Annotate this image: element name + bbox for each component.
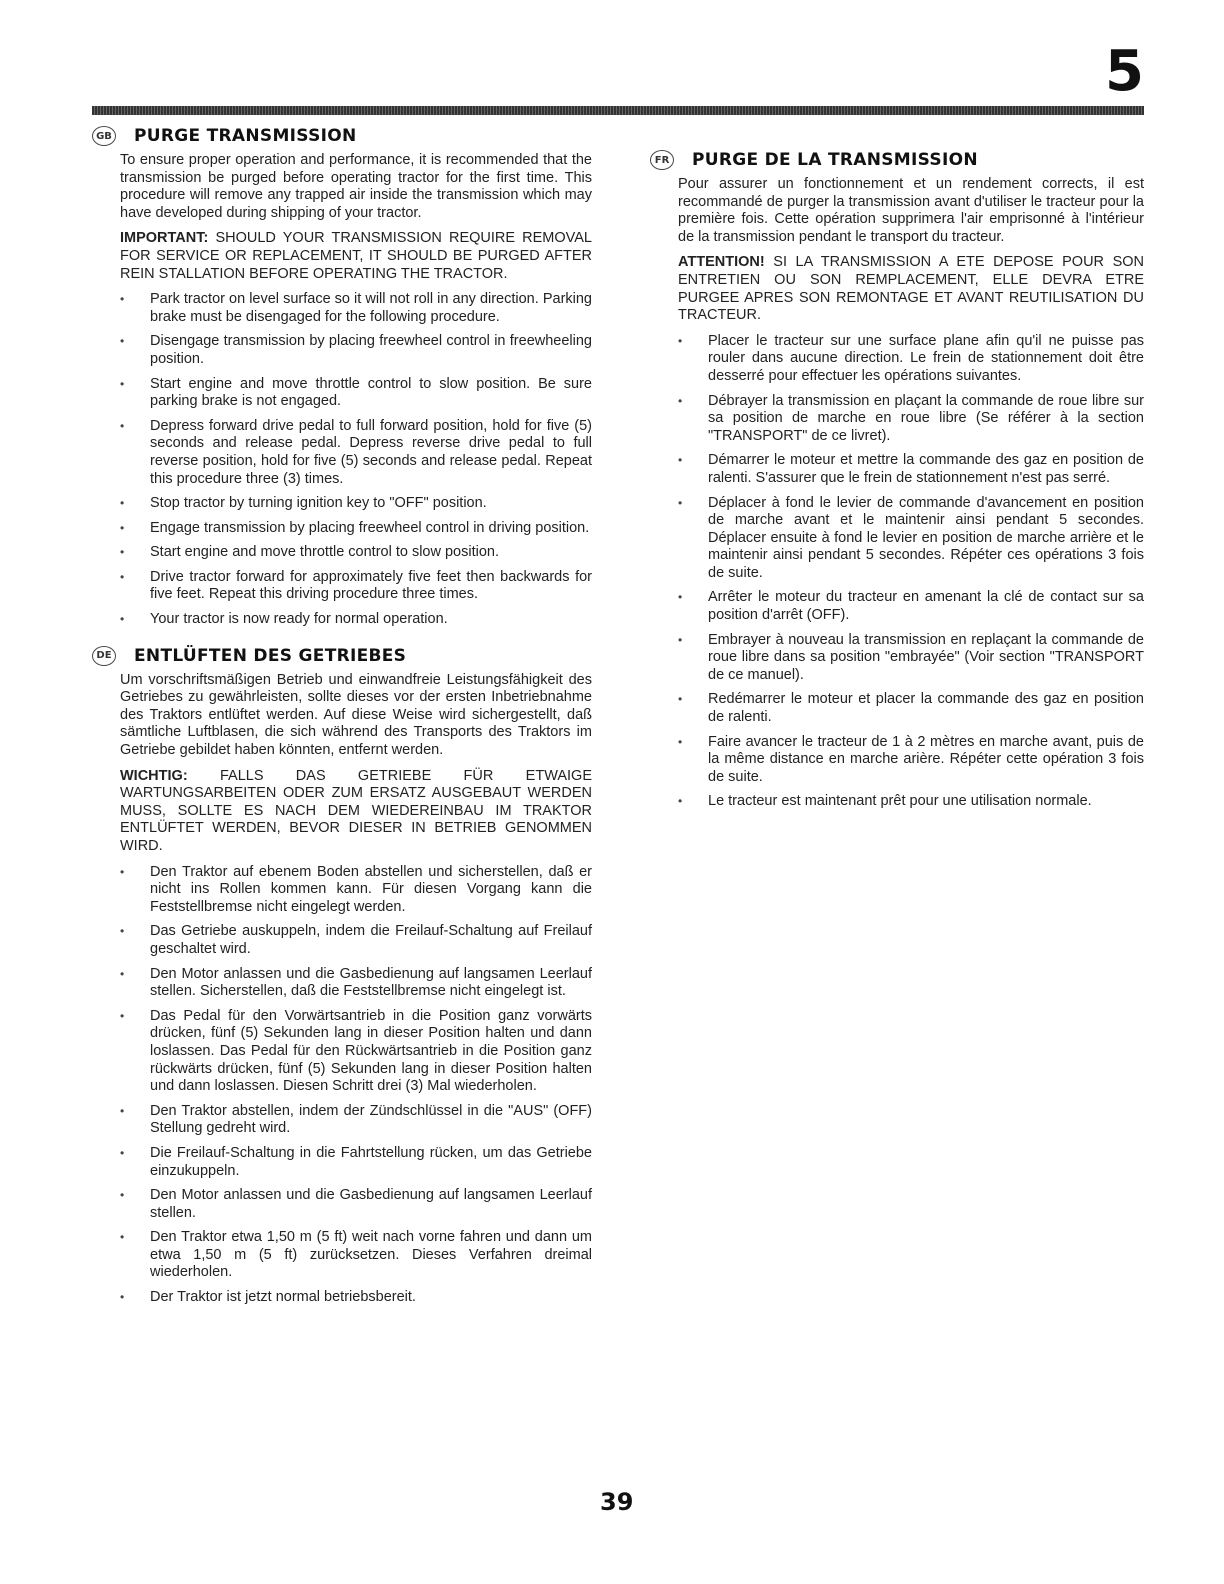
step-text: Disengage transmission by placing freewheel control in freewheeling position. bbox=[150, 333, 592, 367]
section-title-fr: PURGE DE LA TRANSMISSION bbox=[692, 150, 978, 170]
list-item bbox=[678, 393, 1144, 446]
bullet-icon: • bbox=[678, 333, 683, 348]
step-text: Start engine and move throttle control to slow position. bbox=[150, 544, 499, 561]
step-text: Den Motor anlassen und die Gasbedienung auf langsamen Leerlauf stellen. Sicherstellen, daß die Feststellbremse nicht eingelegt ist. bbox=[150, 965, 592, 1000]
bullet-icon: • bbox=[120, 292, 125, 307]
section-body-de bbox=[120, 672, 592, 1307]
list-item bbox=[120, 1008, 592, 1096]
step-list-gb bbox=[120, 291, 592, 629]
page-number: 39 bbox=[600, 1488, 634, 1516]
step-text: Den Traktor auf ebenem Boden abstellen und sicherstellen, daß er nicht ins Rollen kommen kann. Für diesen Vorgang kann die Feststellbremse nicht eingelegt werden. bbox=[150, 863, 592, 915]
left-column bbox=[92, 126, 592, 1314]
bullet-icon: • bbox=[120, 1145, 125, 1160]
bullet-icon: • bbox=[678, 794, 683, 809]
step-text: Depress forward drive pedal to full forward position, hold for five (5) seconds and release pedal. Depress reverse drive pedal to full reverse position, hold for five (5) seconds and release pedal. Repeat this procedure three (3) times. bbox=[150, 417, 592, 487]
list-item bbox=[120, 418, 592, 488]
language-badge-de: DE bbox=[92, 646, 116, 666]
important-label-de: WICHTIG: bbox=[120, 767, 188, 784]
bullet-icon: • bbox=[120, 520, 125, 535]
bullet-icon: • bbox=[678, 692, 683, 707]
intro-paragraph-fr: Pour assurer un fonctionnement et un rendement corrects, il est recommandé de purger la transmission avant d'utiliser le tracteur pour la première fois. Cette opération supprimera l'air emprisonné à l'intérieur de la transmission pendant le transport du tracteur. bbox=[678, 176, 1144, 245]
important-label-fr: ATTENTION! bbox=[678, 254, 765, 271]
list-item bbox=[120, 1145, 592, 1180]
bullet-icon: • bbox=[678, 453, 683, 468]
bullet-icon: • bbox=[120, 612, 125, 627]
step-text: Den Traktor abstellen, indem der Zündschlüssel in die "AUS" (OFF) Stellung gedreht wird. bbox=[150, 1102, 592, 1137]
step-text: Park tractor on level surface so it will not roll in any direction. Parking brake must be disengaged for the following procedure. bbox=[150, 291, 592, 325]
list-item bbox=[678, 333, 1144, 386]
list-item bbox=[120, 1103, 592, 1138]
section-de bbox=[92, 646, 592, 1307]
bullet-icon: • bbox=[120, 1008, 125, 1023]
list-item bbox=[678, 589, 1144, 624]
list-item bbox=[678, 495, 1144, 583]
step-text: Le tracteur est maintenant prêt pour une utilisation normale. bbox=[708, 793, 1092, 810]
step-text: Engage transmission by placing freewheel control in driving position. bbox=[150, 519, 590, 536]
bullet-icon: • bbox=[120, 1103, 125, 1118]
section-header-de bbox=[92, 646, 592, 666]
bullet-icon: • bbox=[120, 496, 125, 511]
step-text: Der Traktor ist jetzt normal betriebsbereit. bbox=[150, 1289, 416, 1306]
step-text: Das Pedal für den Vorwärtsantrieb in die Position ganz vorwärts drücken, fünf (5) Sekunden lang in dieser Position halten und dann loslassen. Das Pedal für den Rückwärtsantrieb in die Position ganz rückwärts drücken, fünf (5) Sekunden lang in dieser Position halten und dann loslassen. Diesen Schritt drei (3) Mal wiederholen. bbox=[150, 1007, 592, 1095]
step-text: Den Traktor etwa 1,50 m (5 ft) weit nach vorne fahren und dann um etwa 1,50 m (5 ft) zurücksetzen. Dieses Verfahren dreimal wiederholen. bbox=[150, 1229, 592, 1281]
language-badge-gb: GB bbox=[92, 126, 116, 146]
step-text: Das Getriebe auskuppeln, indem die Freilauf-Schaltung auf Freilauf geschaltet wird. bbox=[150, 923, 592, 957]
bullet-icon: • bbox=[678, 495, 683, 510]
list-item bbox=[678, 632, 1144, 685]
list-item bbox=[120, 1229, 592, 1282]
list-item bbox=[678, 452, 1144, 487]
step-text: Embrayer à nouveau la transmission en replaçant la commande de roue libre dans sa position "embrayée" (Voir section "TRANSPORT de ce manuel). bbox=[708, 631, 1144, 683]
step-text: Redémarrer le moteur et placer la commande des gaz en position de ralenti. bbox=[708, 691, 1144, 726]
step-text: Drive tractor forward for approximately five feet then backwards for five feet. Repeat this driving procedure three times. bbox=[150, 568, 592, 603]
important-text-fr: SI LA TRANSMISSION A ETE DEPOSE POUR SON ENTRETIEN OU SON REMPLACEMENT, ELLE DEVRA ETRE PURGEE APRES SON REMONTAGE ET AVANT REUTILISATION DU TRACTEUR. bbox=[678, 254, 1144, 324]
section-body-fr bbox=[678, 176, 1144, 811]
section-header-gb bbox=[92, 126, 592, 146]
list-item bbox=[120, 291, 592, 326]
list-item bbox=[120, 495, 592, 513]
bullet-icon: • bbox=[120, 545, 125, 560]
section-title-de: ENTLÜFTEN DES GETRIEBES bbox=[134, 645, 407, 666]
list-item bbox=[678, 793, 1144, 811]
step-text: Den Motor anlassen und die Gasbedienung auf langsamen Leerlauf stellen. bbox=[150, 1187, 592, 1221]
bullet-icon: • bbox=[678, 393, 683, 408]
list-item bbox=[120, 966, 592, 1001]
list-item bbox=[120, 333, 592, 368]
bullet-icon: • bbox=[120, 1290, 125, 1305]
step-text: Die Freilauf-Schaltung in die Fahrtstellung rücken, um das Getriebe einzukuppeln. bbox=[150, 1144, 592, 1179]
language-badge-fr: FR bbox=[650, 150, 674, 170]
important-text-gb: SHOULD YOUR TRANSMISSION REQUIRE REMOVAL FOR SERVICE OR REPLACEMENT, IT SHOULD BE PURGED AFTER REIN STALLATION BEFORE OPERATING THE TRACTOR. bbox=[120, 230, 592, 282]
step-text: Placer le tracteur sur une surface plane afin qu'il ne puisse pas rouler dans aucune direction. Le frein de stationnement doit être desserré pour effectuer les opérations suivantes. bbox=[708, 332, 1144, 384]
important-text-de: FALLS DAS GETRIEBE FÜR ETWAIGE WARTUNGSARBEITEN ODER ZUM ERSATZ AUSGEBAUT WERDEN MUSS, SOLLTE ES NACH DEM WIEDEREINBAU IM TRAKTOR ENTLÜFTET WERDEN, BEVOR DIESER IN BETRIEB GENOMMEN WIRD. bbox=[120, 767, 592, 854]
list-item bbox=[120, 544, 592, 562]
step-text: Faire avancer le tracteur de 1 à 2 mètres en marche avant, puis de la même distance en marche arière. Répéter cette opération 3 fois de suite. bbox=[708, 733, 1144, 785]
bullet-icon: • bbox=[120, 418, 125, 433]
bullet-icon: • bbox=[678, 590, 683, 605]
bullet-icon: • bbox=[120, 569, 125, 584]
bullet-icon: • bbox=[120, 1188, 125, 1203]
list-item bbox=[120, 1289, 592, 1307]
step-text: Stop tractor by turning ignition key to "OFF" position. bbox=[150, 495, 487, 512]
list-item bbox=[120, 520, 592, 538]
chapter-number: 5 bbox=[1105, 39, 1144, 104]
step-list-de bbox=[120, 864, 592, 1307]
important-note-fr bbox=[678, 254, 1144, 324]
step-text: Arrêter le moteur du tracteur en amenant la clé de contact sur sa position d'arrêt (OFF). bbox=[708, 589, 1144, 624]
bullet-icon: • bbox=[120, 924, 125, 939]
list-item bbox=[120, 864, 592, 917]
step-text: Your tractor is now ready for normal operation. bbox=[150, 611, 448, 628]
step-text: Déplacer à fond le levier de commande d'avancement en position de marche avant et le maintenir ainsi pendant 5 secondes. Déplacer ensuite à fond le levier en position de marche arrière et le maintenir ainsi pendant 5 secondes. Répéter ces opérations 3 fois de suite. bbox=[708, 494, 1144, 581]
list-item bbox=[120, 569, 592, 604]
section-gb bbox=[92, 126, 592, 629]
bullet-icon: • bbox=[678, 734, 683, 749]
bullet-icon: • bbox=[120, 334, 125, 349]
bullet-icon: • bbox=[120, 864, 125, 879]
bullet-icon: • bbox=[678, 632, 683, 647]
step-text: Start engine and move throttle control to slow position. Be sure parking brake is not engaged. bbox=[150, 375, 592, 410]
right-column bbox=[650, 150, 1144, 818]
intro-paragraph-gb: To ensure proper operation and performance, it is recommended that the transmission be purged before operating tractor for the first time. This procedure will remove any trapped air inside the transmission which may have developed during shipping of your tractor. bbox=[120, 152, 592, 221]
step-text: Débrayer la transmission en plaçant la commande de roue libre sur sa position de marche en roue libre (Se référer à la section "TRANSPORT" de ce livret). bbox=[708, 392, 1144, 444]
important-note-gb bbox=[120, 230, 592, 283]
list-item bbox=[678, 691, 1144, 726]
list-item bbox=[120, 376, 592, 411]
section-spacer bbox=[92, 636, 592, 646]
step-list-fr bbox=[678, 333, 1144, 811]
section-header-fr bbox=[650, 150, 1144, 170]
bullet-icon: • bbox=[120, 1230, 125, 1245]
list-item bbox=[120, 923, 592, 958]
section-fr bbox=[650, 150, 1144, 811]
bullet-icon: • bbox=[120, 966, 125, 981]
list-item bbox=[120, 1187, 592, 1222]
bullet-icon: • bbox=[120, 376, 125, 391]
section-body-gb bbox=[120, 152, 592, 629]
important-note-de bbox=[120, 768, 592, 856]
intro-paragraph-de: Um vorschriftsmäßigen Betrieb und einwandfreie Leistungsfähigkeit des Getriebes zu gewährleisten, sollte dieses vor der ersten Inbetriebnahme des Traktors entlüftet werden. Auf diese Weise wird sichergestellt, daß sämtliche Luftblasen, die sich während des Transports des Traktors im Getriebe gebildet haben könnten, entfernt werden. bbox=[120, 671, 592, 759]
step-text: Démarrer le moteur et mettre la commande des gaz en position de ralenti. S'assurer que le frein de stationnement n'est pas serré. bbox=[708, 452, 1144, 486]
list-item bbox=[120, 611, 592, 629]
header-rule bbox=[92, 106, 1144, 115]
section-title-gb: PURGE TRANSMISSION bbox=[134, 126, 357, 146]
list-item bbox=[678, 734, 1144, 787]
important-label-gb: IMPORTANT: bbox=[120, 230, 209, 247]
